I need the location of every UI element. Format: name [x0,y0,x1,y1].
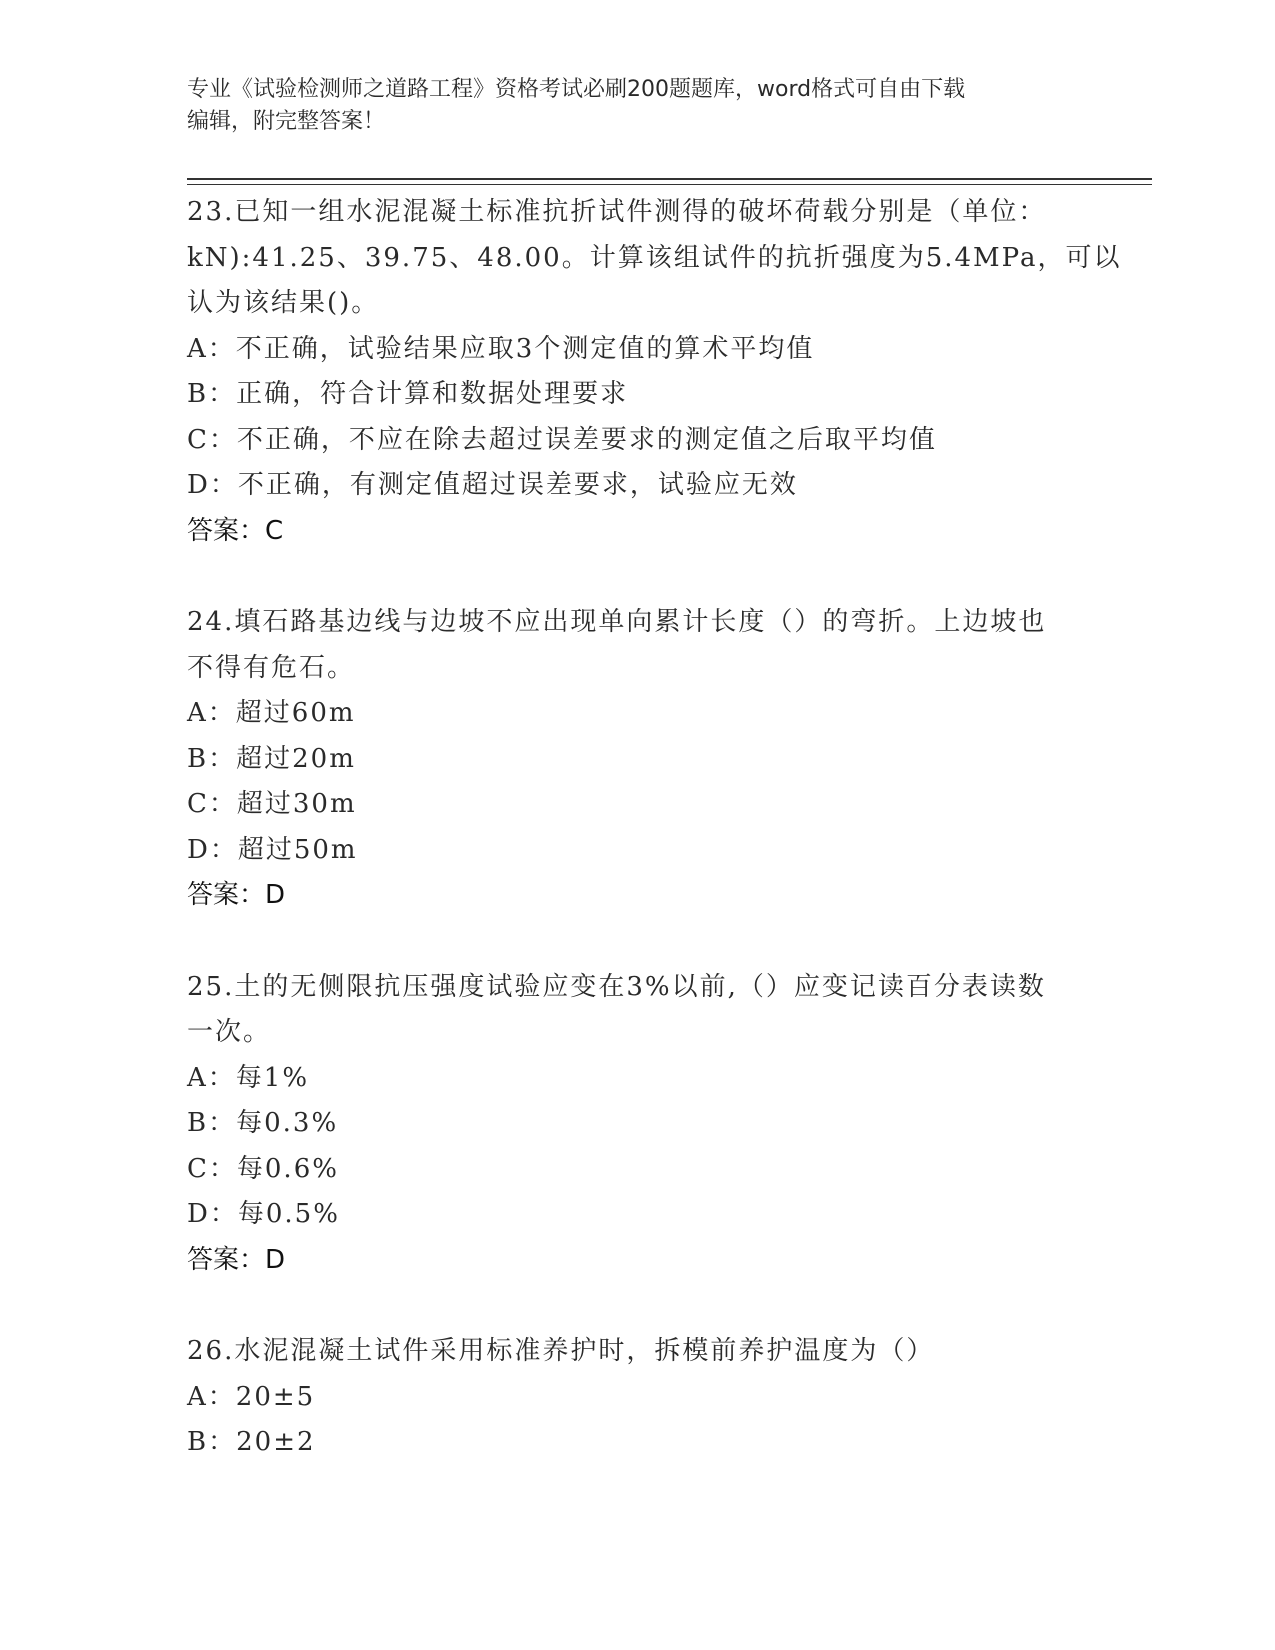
question-text: kN):41.25、39.75、48.00。计算该组试件的抗折强度为5.4MPa，可以 [187,242,1122,273]
header-line: 编辑，附完整答案！ [187,109,386,134]
answer: 答案：C [187,515,284,546]
option-b: B：正确，符合计算和数据处理要求 [187,379,629,409]
question-text: 24.填石路基边线与边坡不应出现单向累计长度（）的弯折。上边坡也 [187,607,1047,637]
option-d: D：不正确，有测定值超过误差要求，试验应无效 [187,470,798,500]
option-b: B：20±2 [187,1427,316,1457]
answer: 答案：D [187,1244,286,1275]
question-24 [187,600,1087,919]
option-a: A：每1% [187,1062,310,1093]
option-b: B：超过20m [187,743,356,774]
question-text: 一次。 [187,1017,272,1047]
option-d: D：超过50m [187,834,358,865]
question-26 [187,1329,1087,1466]
option-c: C：不正确，不应在除去超过误差要求的测定值之后取平均值 [187,424,937,455]
question-list [187,190,1122,1512]
header-line: 专业《试验检测师之道路工程》资格考试必刷200题题库，word格式可自由下载 [187,77,966,102]
answer: 答案：D [187,880,286,910]
question-text: 不得有危石。 [187,652,356,683]
question-text: 26.水泥混凝土试件采用标准养护时，拆模前养护温度为（） [187,1336,935,1366]
option-b: B：每0.3% [187,1108,339,1138]
option-c: C：超过30m [187,789,357,819]
header-divider [187,178,1152,180]
option-c: C：每0.6% [187,1153,339,1184]
question-23 [187,190,1122,554]
option-a: A：20±5 [187,1381,316,1412]
document-header [187,74,1067,138]
question-25 [187,965,1087,1284]
question-text: 23.已知一组水泥混凝土标准抗折试件测得的破坏荷载分别是（单位： [187,197,1047,227]
option-a: A：超过60m [187,698,356,728]
option-a: A：不正确，试验结果应取3个测定值的算术平均值 [187,333,815,364]
header-divider-thin [187,184,1152,185]
question-text: 25.土的无侧限抗压强度试验应变在3%以前,（）应变记读百分表读数 [187,971,1046,1002]
question-text: 认为该结果()。 [187,288,380,318]
option-d: D：每0.5% [187,1199,340,1229]
